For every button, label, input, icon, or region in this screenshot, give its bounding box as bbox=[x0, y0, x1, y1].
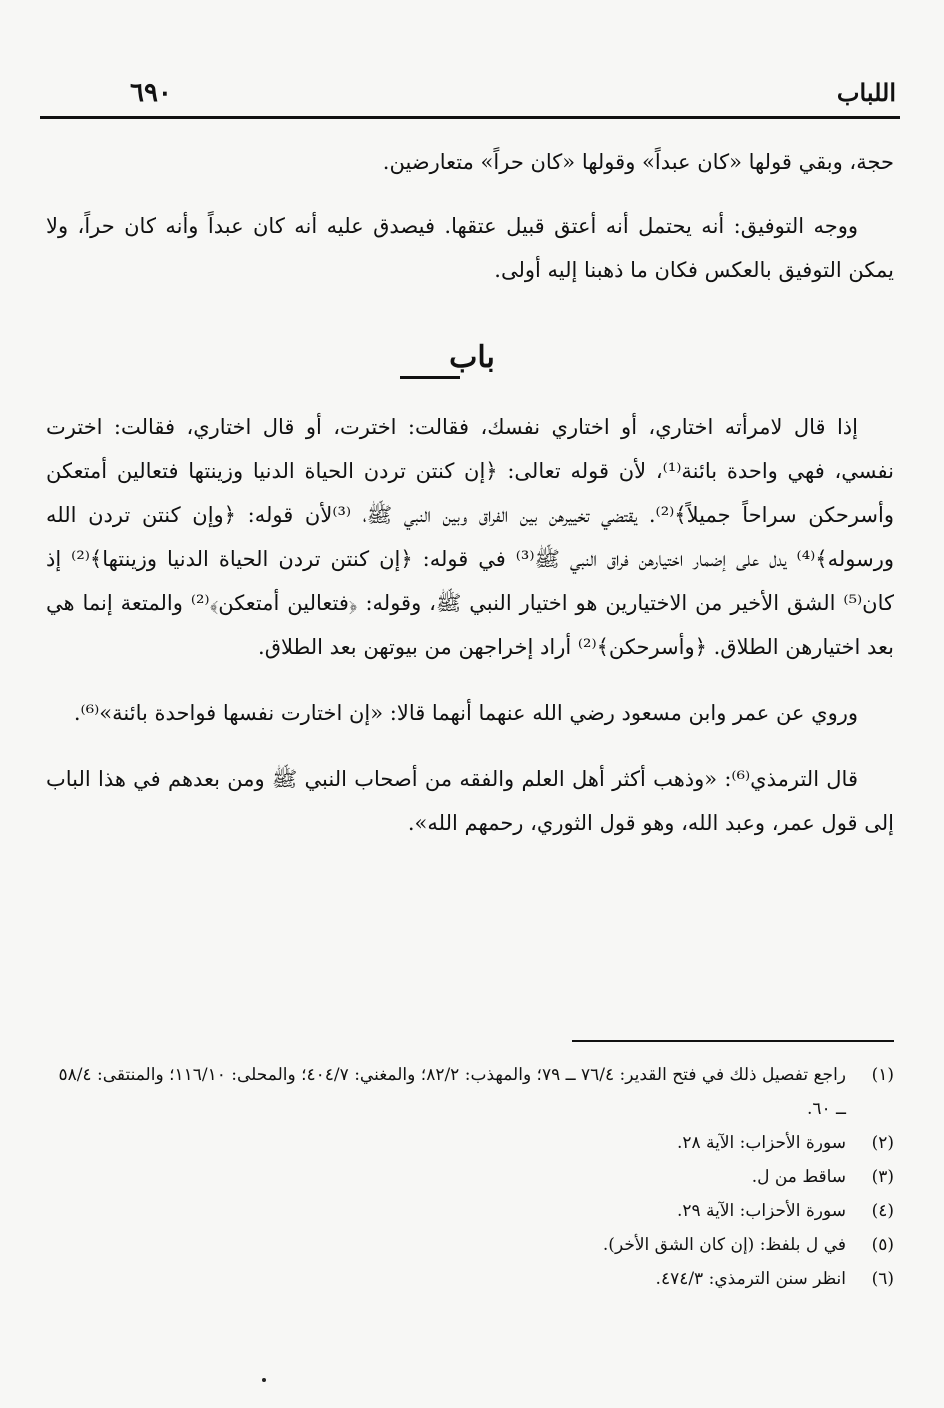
book-title: اللباب bbox=[836, 78, 896, 107]
footnote-number: (٦) bbox=[871, 1269, 894, 1289]
footnote bbox=[46, 1058, 894, 1126]
paragraph-2: ووجه التوفيق: أنه يحتمل أنه أعتق قبيل عتقها. فيصدق عليه أنه كان عبداً وأنه كان حراً، ولا يمكن التوفيق بالعكس فكان ما ذهبنا إليه أولى. bbox=[46, 214, 894, 282]
footnote-text: سورة الأحزاب: الآية ٢٨. bbox=[676, 1133, 846, 1153]
section-heading-underline bbox=[400, 376, 460, 379]
footnote-text: راجع تفصيل ذلك في فتح القدير: ٧٦/٤ ــ ٧٩؛ والمهذب: ٨٢/٢؛ والمغني: ٤٠٤/٧؛ والمحلى: ١١٦/١٠؛ والمنتقى: ٥٨/٤ ــ ٦٠. bbox=[58, 1065, 846, 1119]
footnote bbox=[46, 1194, 894, 1228]
footnote-number: (٥) bbox=[871, 1235, 894, 1255]
section-heading: باب bbox=[449, 340, 495, 375]
footnote-number: (٤) bbox=[871, 1201, 894, 1221]
paragraph-4: وروي عن عمر وابن مسعود رضي الله عنهما أنهما قالا: «إن اختارت نفسها فواحدة بائنة»⁽⁶⁾. bbox=[73, 701, 858, 725]
footnote bbox=[46, 1126, 894, 1160]
paragraph-3: إذا قال لامرأته اختاري، أو اختاري نفسك، فقالت: اخترت، أو قال اختاري، فقالت: اخترت نفسي، فهي واحدة بائنة⁽¹⁾، لأن قوله تعالى: ﴿إن كنتن تردن الحياة الدنيا وزينتها فتعالين أمتعكن وأسرحكن سراحاً جميلاً﴾⁽²⁾. يقتضي تخييرهن بين الفراق وبين النبي ﷺ، ⁽³⁾لأن قوله: ﴿وإن كنتن تردن الله ورسوله﴾⁽⁴⁾ يدل على إضمار اختيارهن فراق النبي ﷺ⁽³⁾ في قوله: ﴿إن كنتن تردن الحياة الدنيا وزينتها﴾⁽²⁾ إذ كان⁽⁵⁾ الشق الأخير من الاختيارين هو اختيار النبي ﷺ، وقوله: ﴿فتعالين أمتعكن﴾⁽²⁾ والمتعة إنما هي بعد اختيارهن الطلاق. ﴿وأسرحكن﴾⁽²⁾ أراد إخراجهن من بيوتهن بعد الطلاق. bbox=[46, 415, 894, 659]
page-header bbox=[48, 78, 896, 114]
footnote bbox=[46, 1228, 894, 1262]
footnote bbox=[46, 1262, 894, 1296]
footnote-number: (٣) bbox=[871, 1167, 894, 1187]
paragraph-1: حجة، وبقي قولها «كان عبداً» وقولها «كان حراً» متعارضين. bbox=[382, 150, 894, 174]
paragraph-5: قال الترمذي⁽⁶⁾: «وذهب أكثر أهل العلم والفقه من أصحاب النبي ﷺ ومن بعدهم في هذا الباب إلى قول عمر، وعبد الله، وهو قول الثوري، رحمهم الله». bbox=[46, 767, 894, 835]
scan-speck bbox=[262, 1378, 266, 1382]
footnote-rule bbox=[572, 1040, 894, 1042]
body-section bbox=[46, 405, 894, 867]
body-top bbox=[46, 140, 894, 312]
footnote-text: سورة الأحزاب: الآية ٢٩. bbox=[676, 1201, 846, 1221]
footnotes bbox=[46, 1058, 894, 1296]
footnote-text: ساقط من ل. bbox=[751, 1167, 846, 1187]
footnote-text: في ل بلفظ: (إن كان الشق الأخر). bbox=[602, 1235, 846, 1255]
footnote-number: (١) bbox=[871, 1065, 894, 1085]
header-rule bbox=[40, 116, 900, 119]
footnote-number: (٢) bbox=[871, 1133, 894, 1153]
footnote-text: انظر سنن الترمذي: ٤٧٤/٣. bbox=[655, 1269, 846, 1289]
footnote bbox=[46, 1160, 894, 1194]
page-number: ٦٩٠ bbox=[130, 78, 172, 108]
